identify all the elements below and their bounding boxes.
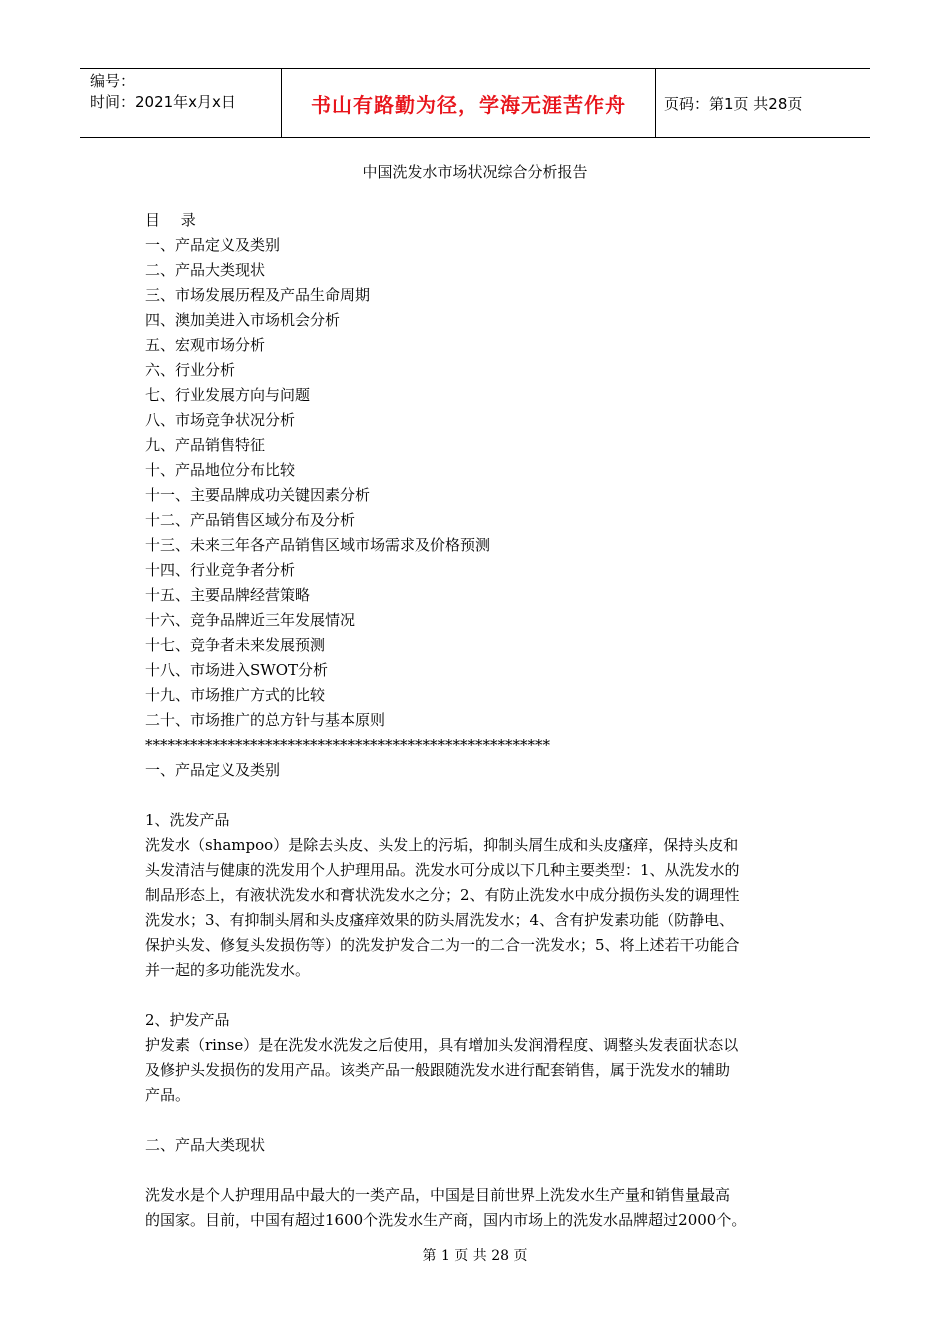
toc-heading: 目 录 bbox=[145, 211, 204, 229]
toc-item: 一、产品定义及类别 bbox=[145, 236, 281, 254]
table-of-contents bbox=[145, 233, 815, 733]
toc-item: 十三、未来三年各产品销售区域市场需求及价格预测 bbox=[145, 536, 491, 554]
header-page-info: 页码：第1页 共28页 bbox=[664, 94, 803, 113]
toc-item: 十二、产品销售区域分布及分析 bbox=[145, 511, 356, 529]
toc-item: 二、产品大类现状 bbox=[145, 261, 266, 279]
toc-item: 九、产品销售特征 bbox=[145, 436, 266, 454]
toc-item: 十四、行业竞争者分析 bbox=[145, 561, 296, 579]
paragraph-line: 制品形态上，有液状洗发水和膏状洗发水之分；2、有防止洗发水中成分损伤头发的调理性 bbox=[145, 886, 740, 904]
paragraph-shampoo bbox=[145, 833, 815, 983]
paragraph-market bbox=[145, 1183, 815, 1233]
subsection-heading: 1、洗发产品 bbox=[145, 811, 230, 829]
toc-item: 三、市场发展历程及产品生命周期 bbox=[145, 286, 371, 304]
paragraph-line: 头发清洁与健康的洗发用个人护理用品。洗发水可分成以下几种主要类型：1、从洗发水的 bbox=[145, 861, 740, 879]
toc-item: 八、市场竞争状况分析 bbox=[145, 411, 296, 429]
toc-item: 十七、竞争者未来发展预测 bbox=[145, 636, 326, 654]
page-footer: 第 1 页 共 28 页 bbox=[422, 1248, 528, 1264]
paragraph-line: 产品。 bbox=[145, 1086, 191, 1104]
toc-item: 十、产品地位分布比较 bbox=[145, 461, 296, 479]
paragraph-line: 洗发水（shampoo）是除去头皮、头发上的污垢，抑制头屑生成和头皮瘙痒，保持头皮和 bbox=[145, 836, 739, 854]
section-heading: 一、产品定义及类别 bbox=[145, 761, 281, 779]
paragraph-line: 护发素（rinse）是在洗发水洗发之后使用，具有增加头发润滑程度、调整头发表面状态以 bbox=[145, 1036, 739, 1054]
page-header bbox=[80, 68, 870, 138]
date-line: 时间：2021年x月x日 bbox=[90, 93, 236, 111]
document-title: 中国洗发水市场状况综合分析报告 bbox=[362, 163, 588, 181]
paragraph-line: 的国家。目前，中国有超过1600个洗发水生产商，国内市场上的洗发水品牌超过2000个。 bbox=[145, 1211, 747, 1229]
toc-item: 十八、市场进入SWOT分析 bbox=[145, 661, 328, 679]
toc-item: 十一、主要品牌成功关键因素分析 bbox=[145, 486, 371, 504]
paragraph-line: 洗发水；3、有抑制头屑和头皮瘙痒效果的防头屑洗发水；4、含有护发素功能（防静电、 bbox=[145, 911, 735, 929]
header-motto: 书山有路勤为径，学海无涯苦作舟 bbox=[282, 69, 656, 137]
toc-item: 四、澳加美进入市场机会分析 bbox=[145, 311, 341, 329]
toc-item: 七、行业发展方向与问题 bbox=[145, 386, 311, 404]
toc-item: 十六、竞争品牌近三年发展情况 bbox=[145, 611, 356, 629]
toc-item: 十九、市场推广方式的比较 bbox=[145, 686, 326, 704]
document-body bbox=[145, 208, 815, 1233]
toc-item: 二十、市场推广的总方针与基本原则 bbox=[145, 711, 386, 729]
header-meta bbox=[80, 69, 282, 137]
separator-line: ****************************************************** bbox=[145, 736, 550, 754]
toc-item: 六、行业分析 bbox=[145, 361, 236, 379]
section-heading: 二、产品大类现状 bbox=[145, 1136, 266, 1154]
paragraph-line: 洗发水是个人护理用品中最大的一类产品，中国是目前世界上洗发水生产量和销售量最高 bbox=[145, 1186, 731, 1204]
subsection-heading: 2、护发产品 bbox=[145, 1011, 230, 1029]
paragraph-rinse bbox=[145, 1033, 815, 1108]
toc-item: 十五、主要品牌经营策略 bbox=[145, 586, 311, 604]
paragraph-line: 及修护头发损伤的发用产品。该类产品一般跟随洗发水进行配套销售，属于洗发水的辅助 bbox=[145, 1061, 731, 1079]
paragraph-line: 并一起的多功能洗发水。 bbox=[145, 961, 311, 979]
serial-label: 编号： bbox=[90, 72, 136, 90]
paragraph-line: 保护头发、修复头发损伤等）的洗发护发合二为一的二合一洗发水；5、将上述若干功能合 bbox=[145, 936, 740, 954]
toc-item: 五、宏观市场分析 bbox=[145, 336, 266, 354]
